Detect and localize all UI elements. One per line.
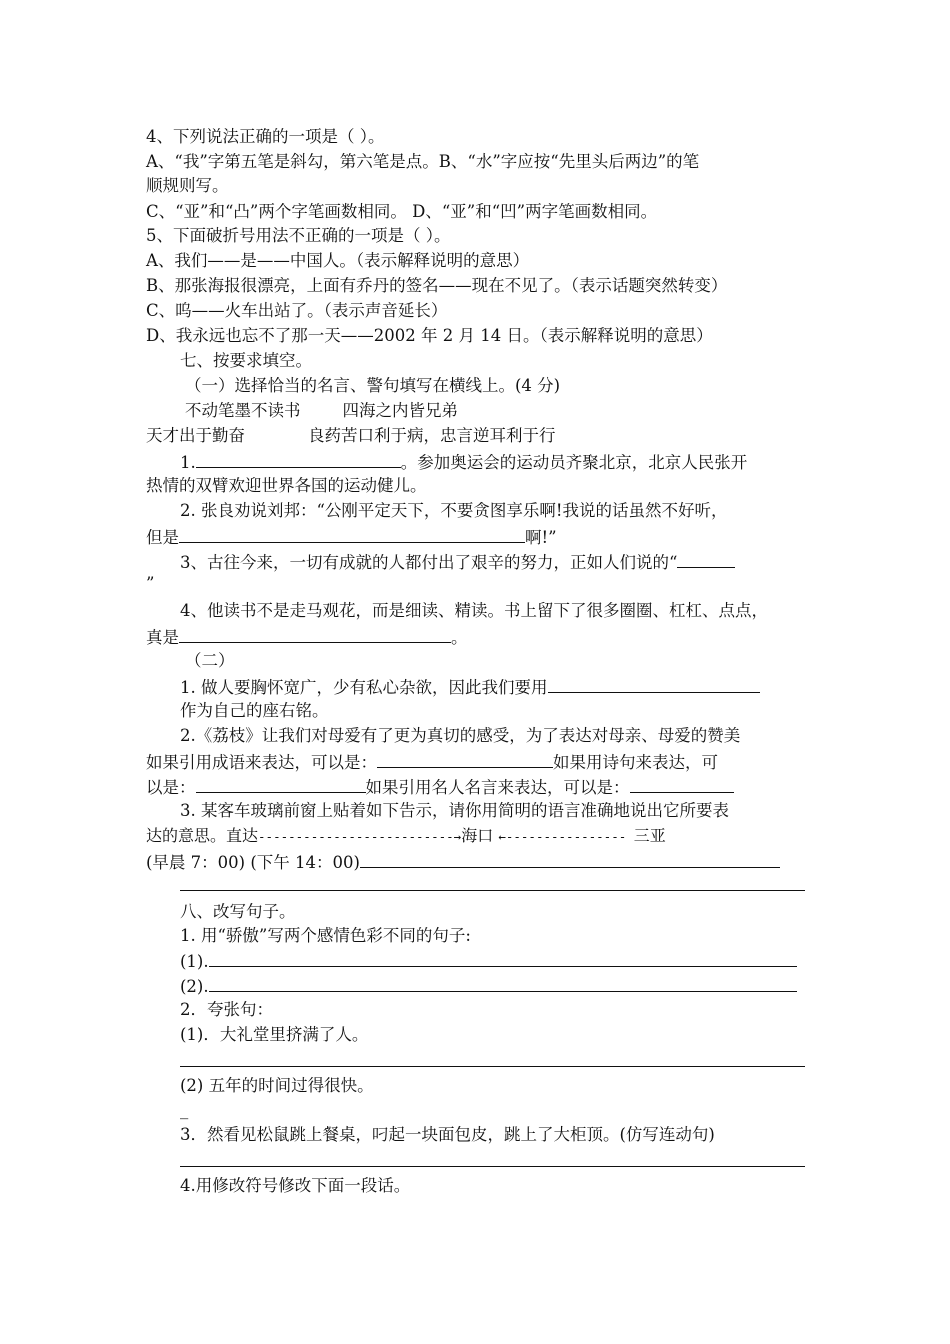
s7-p2-q3-direct-label: 达的意思。直达	[146, 826, 259, 845]
s8-q3-stem: 3．然看见松鼠跳上餐桌，叼起一块面包皮，跳上了大柜顶。(仿写连动句)	[180, 1125, 715, 1144]
s8-q4-stem-text: 4.用修改符号修改下面一段话。	[180, 1176, 411, 1195]
s7-p2-q2-idiom-blank[interactable]	[377, 749, 553, 768]
section8-heading: 八、改写句子。	[180, 902, 296, 921]
s7-p2-q2-line3	[146, 774, 810, 800]
q5-stem: 5、下面破折号用法不正确的一项是（ ）。	[146, 226, 451, 245]
s8-q1-b	[180, 973, 810, 999]
s8-q1-a-blank[interactable]	[209, 948, 797, 967]
s7-q4-suffix: 。	[451, 628, 468, 647]
s7-q1-answer-blank[interactable]	[196, 449, 401, 468]
s7-p2-q2-poem-label-end: 以是：	[146, 778, 196, 797]
s7-q4-answer-blank[interactable]	[179, 624, 451, 643]
s7-p2-q3-line1: 3. 某客车玻璃前窗上贴着如下告示，请你用简明的语言准确地说出它所要表	[180, 801, 729, 820]
section7-part2-heading: （二）	[185, 651, 235, 670]
s7-q2-prefix: 但是	[146, 528, 179, 547]
s7-q1-prefix: 1.	[180, 453, 196, 472]
s7-q2-line1: 2. 张良劝说刘邦：“公刚平定天下，不要贪图享乐啊!我说的话虽然不好听，	[180, 501, 728, 520]
s7-q1-line2: 热情的双臂欢迎世界各国的运动健儿。	[146, 476, 427, 495]
s8-q2-b: (2) 五年的时间过得很快。	[180, 1076, 374, 1095]
s7-p2-q2-line1: 2.《荔枝》让我们对母爱有了更为真切的感受，为了表达对母亲、母爱的赞美	[180, 726, 741, 745]
s7-q2-suffix: 啊!”	[525, 528, 557, 547]
s7-q3-close-quote: ”	[146, 574, 155, 593]
s7-p2-q2-line2	[146, 749, 810, 775]
q4-stem: 4、下列说法正确的一项是（ ）。	[146, 127, 385, 146]
s8-q1-stem: 1. 用“骄傲”写两个感情色彩不同的句子:	[180, 926, 471, 945]
s8-q4-stem	[180, 1174, 810, 1198]
q4-option-ab-line2: 顺规则写。	[146, 176, 229, 195]
section7-part1-heading: （一）选择恰当的名言、警句填写在横线上。(4 分)	[185, 376, 561, 395]
s7-p2-q1-text: 1. 做人要胸怀宽广，少有私心杂欲，因此我们要用	[180, 678, 548, 697]
s7-p2-q3-answer-line2[interactable]	[180, 890, 805, 891]
s8-q1-a-label: (1).	[180, 952, 209, 971]
s7-q3-answer-blank[interactable]	[677, 549, 735, 568]
section7-options-line1: 不动笔墨不读书 四海之内皆兄弟	[185, 401, 458, 420]
s7-q4-prefix: 真是	[146, 628, 179, 647]
s7-p2-q3-answer-blank[interactable]	[360, 849, 780, 868]
s7-p2-q1-line1	[180, 674, 810, 700]
s7-p2-q3-sanya: 三亚	[633, 826, 666, 845]
s7-q1-suffix: 。参加奥运会的运动员齐聚北京，北京人民张开	[400, 453, 748, 472]
s7-q4-line2	[146, 624, 810, 650]
s8-q1-a	[180, 948, 810, 974]
q4-option-ab-line1: A、“我”字第五笔是斜勾，第六笔是点。B、“水”字应按“先里头后两边”的笔	[146, 152, 700, 171]
s7-q2-line2	[146, 524, 810, 550]
s7-p2-q2-poem-label: 如果用诗句来表达，可	[553, 753, 718, 772]
s8-q1-b-blank[interactable]	[209, 973, 797, 992]
s7-p2-q3-arrow-left: ←----------------	[498, 829, 634, 844]
q5-option-b: B、那张海报很漂亮，上面有乔丹的签名——现在不见了。（表示话题突然转变）	[146, 276, 728, 295]
s7-q1-line1	[180, 449, 810, 475]
s7-p2-q3-line3	[146, 849, 810, 875]
s8-q3-answer-line[interactable]	[180, 1166, 805, 1167]
s7-q2-answer-blank[interactable]	[179, 524, 525, 543]
s7-p2-q1-line2: 作为自己的座右铭。	[180, 701, 329, 720]
s7-q4-line1: 4、他读书不是走马观花，而是细读、精读。书上留下了很多圈圈、杠杠、点点，	[180, 601, 768, 620]
section7-options-line2: 天才出于勤奋 良药苦口利于病，忠言逆耳利于行	[146, 426, 556, 445]
s7-p2-q2-idiom-label: 如果引用成语来表达，可以是：	[146, 753, 377, 772]
q5-option-d: D、我永远也忘不了那一天——2002 年 2 月 14 日。（表示解释说明的意思）	[146, 326, 713, 345]
s7-p2-q2-quote-label: 如果引用名人名言来表达，可以是：	[365, 778, 630, 797]
s7-p2-q3-haikou: 海口	[461, 826, 499, 845]
s7-p2-q3-line2	[146, 824, 810, 849]
s8-q2-a-answer-line[interactable]	[180, 1066, 805, 1067]
s7-p2-q3-arrow-right: --------------------------→	[258, 829, 462, 844]
q4-option-cd: C、“亚”和“凸”两个字笔画数相同。 D、“亚”和“凹”两字笔画数相同。	[146, 202, 658, 221]
s7-p2-q2-poem-blank[interactable]	[196, 774, 366, 793]
s8-q2-b-blank[interactable]: _	[180, 1100, 189, 1119]
section7-heading: 七、按要求填空。	[180, 351, 312, 370]
q5-option-a: A、我们——是——中国人。（表示解释说明的意思）	[146, 251, 530, 270]
s7-p2-q1-answer-blank[interactable]	[548, 674, 760, 693]
q5-option-c: C、呜——火车出站了。（表示声音延长）	[146, 301, 448, 320]
s8-q1-b-label: (2).	[180, 977, 209, 996]
s8-q2-stem: 2．夸张句：	[180, 1000, 273, 1019]
s7-p2-q2-quote-blank[interactable]	[630, 774, 734, 793]
s8-q2-a: (1)．大礼堂里挤满了人。	[180, 1025, 369, 1044]
s7-p2-q3-times: (早晨 7：00) (下午 14：00)	[146, 853, 360, 872]
s7-q3-text: 3、古往今来，一切有成就的人都付出了艰辛的努力，正如人们说的“	[180, 553, 678, 572]
